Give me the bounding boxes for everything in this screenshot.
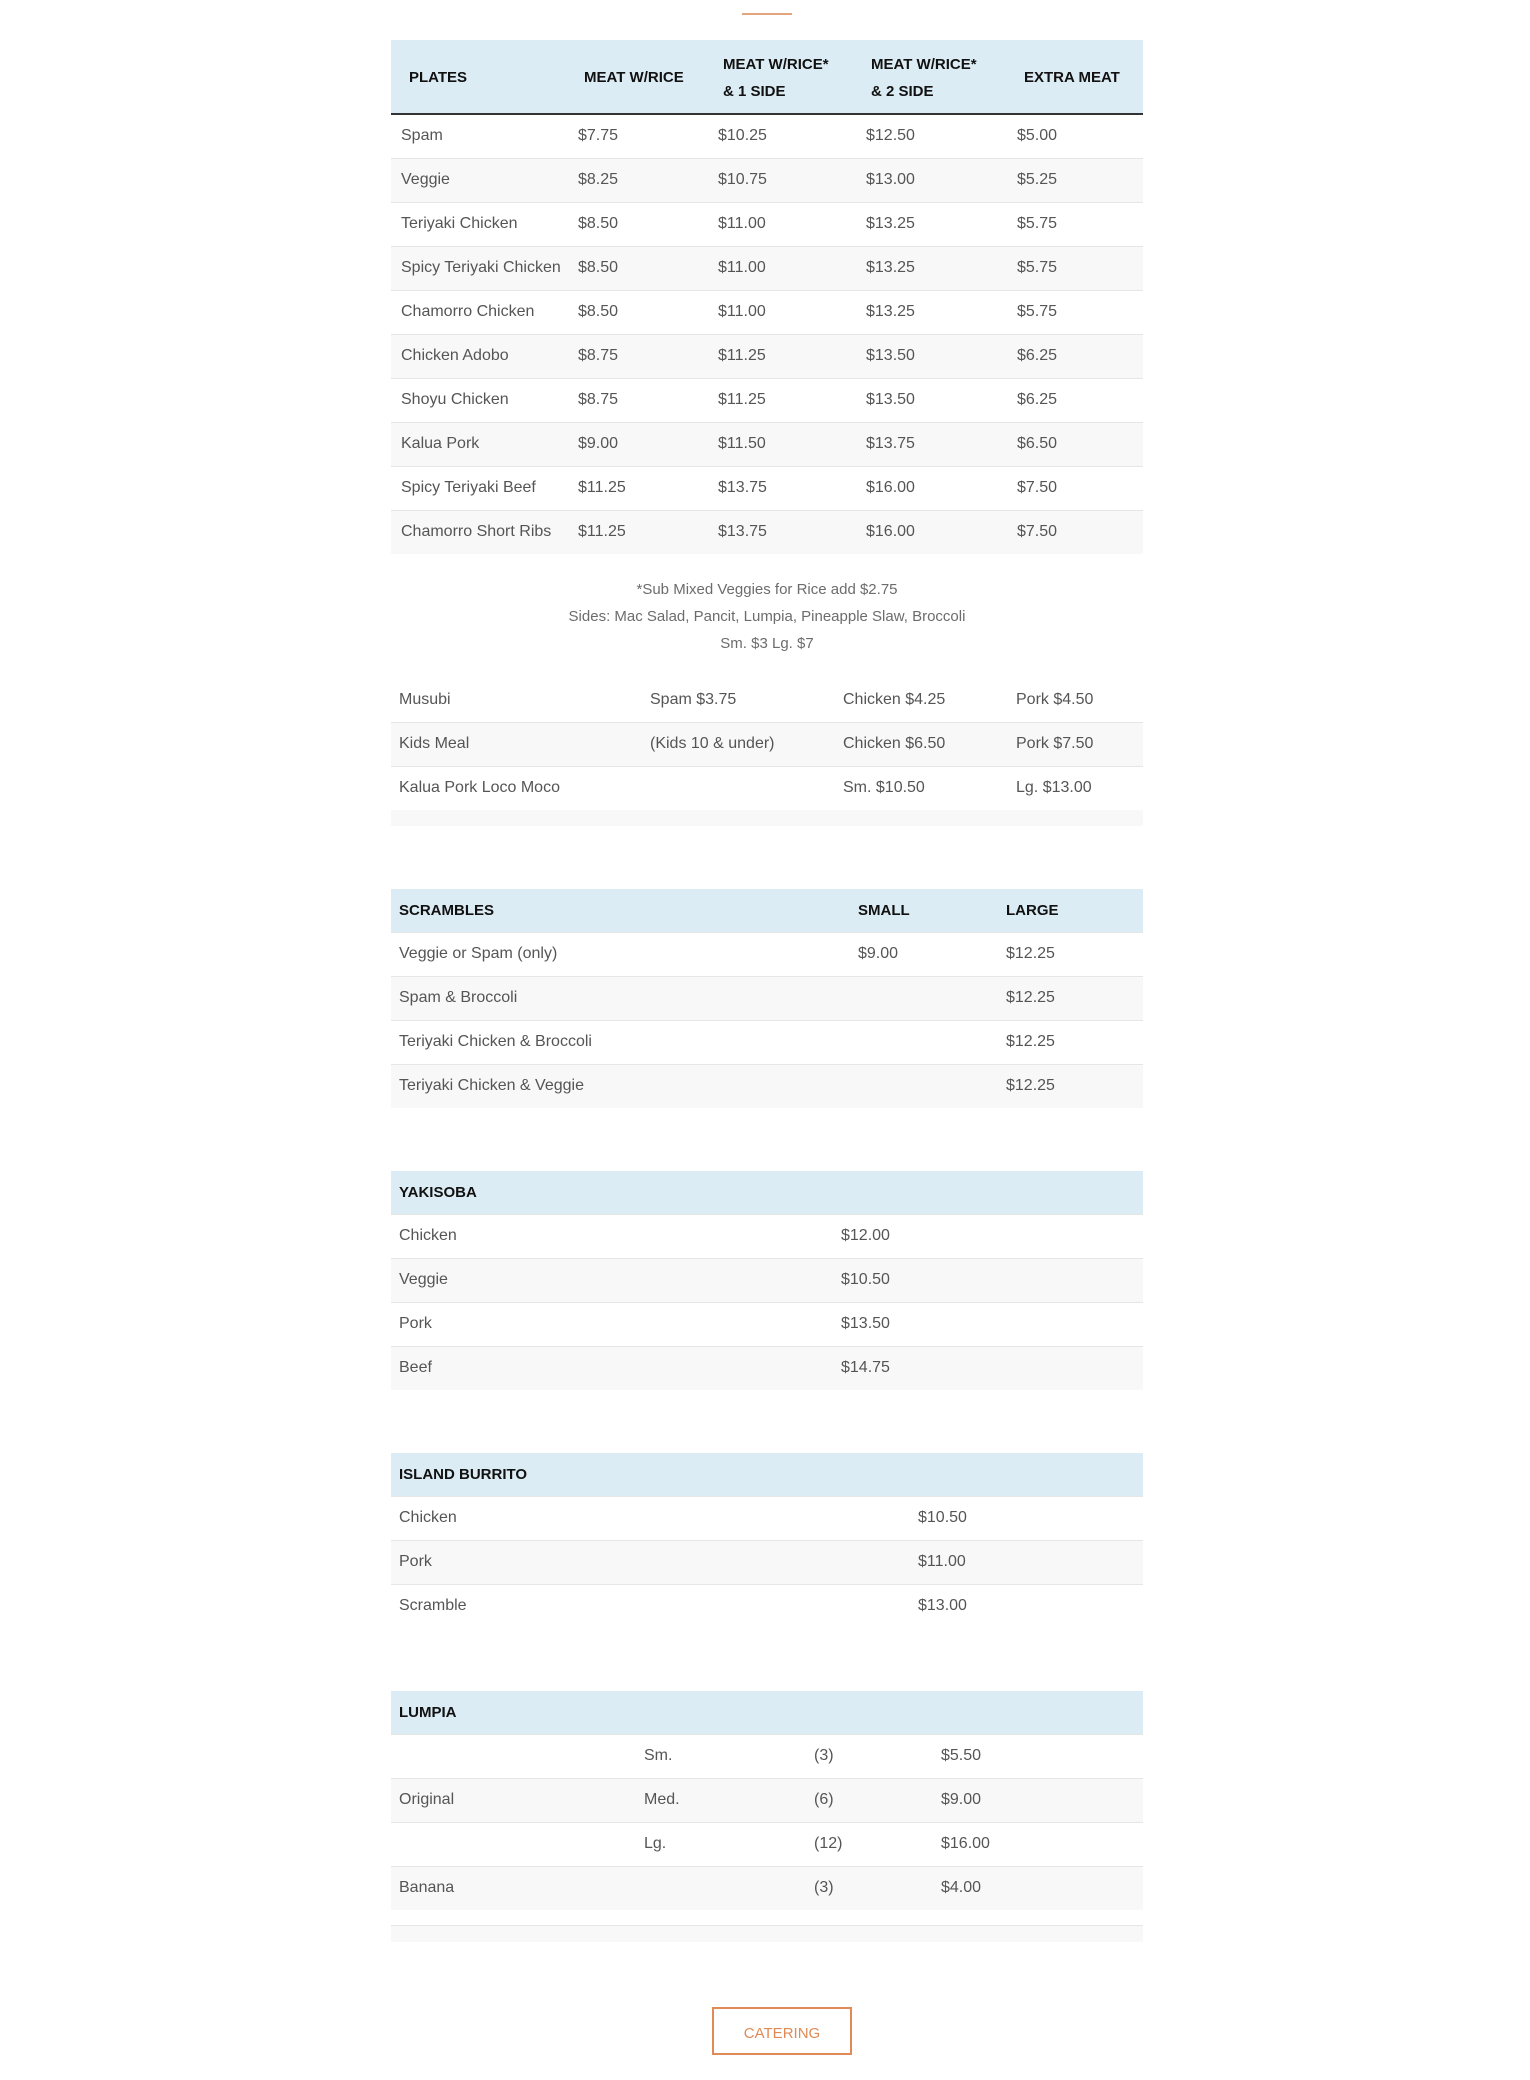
item-value: $11.00: [718, 215, 766, 232]
item-value: $5.75: [1017, 303, 1058, 320]
lumpia-table-section: [391, 1691, 1143, 1942]
item-value: $9.00: [858, 945, 899, 962]
item-value: $13.50: [862, 334, 1009, 378]
plates-row: [391, 466, 1143, 510]
note-line: Sm. $3 Lg. $7: [720, 635, 814, 652]
item-value: Sm.: [644, 1747, 673, 1764]
item-value: $13.75: [718, 479, 767, 496]
item-name: Kids Meal: [391, 722, 642, 766]
item-value: $13.50: [841, 1315, 890, 1332]
item-value: $6.25: [1009, 334, 1143, 378]
column-header: PLATES: [391, 40, 574, 114]
item-name: Chicken: [399, 1509, 457, 1526]
plates-row: [391, 114, 1143, 158]
lumpia-row: [391, 1866, 1143, 1910]
item-value: [850, 1064, 998, 1108]
item-name: Teriyaki Chicken & Veggie: [391, 1064, 850, 1108]
item-name: Scramble: [399, 1597, 467, 1615]
yakisoba-row: [391, 1214, 1143, 1258]
item-name: Pork: [391, 1540, 910, 1584]
item-name: Chicken: [399, 1227, 457, 1244]
scrambles-row: [391, 1020, 1143, 1064]
item-value: $12.50: [866, 127, 915, 145]
item-value: (12): [814, 1835, 843, 1852]
burrito-row: [391, 1540, 1143, 1584]
item-value: $10.50: [833, 1258, 1143, 1302]
burrito-table-section: [391, 1453, 1143, 1628]
column-header: LARGE: [998, 889, 1143, 932]
yakisoba-row: [391, 1346, 1143, 1390]
item-name: [391, 1822, 636, 1866]
item-value: $6.50: [1009, 422, 1143, 466]
table-footer: [391, 810, 1143, 826]
plates-row: [391, 158, 1143, 202]
item-value: Lg. $13.00: [1016, 779, 1092, 797]
scrambles-row: [391, 932, 1143, 976]
section-title: ISLAND BURRITO: [391, 1453, 1143, 1496]
item-value: Chicken $6.50: [835, 722, 1008, 766]
item-value: [636, 1866, 806, 1910]
item-value: $8.25: [574, 158, 714, 202]
scrambles-row: [391, 1064, 1143, 1108]
scrambles-row: [391, 976, 1143, 1020]
item-name: Veggie: [391, 158, 574, 202]
column-header: MEAT W/RICE* & 2 SIDE: [862, 40, 1009, 114]
scrambles-table-section: [391, 889, 1143, 1108]
extras-row: [391, 722, 1143, 766]
item-value: (Kids 10 & under): [642, 722, 835, 766]
plates-notes: [391, 576, 1143, 657]
plates-row: [391, 510, 1143, 554]
item-value: $10.75: [714, 158, 862, 202]
item-value: $12.25: [1006, 1033, 1055, 1050]
item-value: Pork $7.50: [1008, 722, 1143, 766]
extras-table: [391, 678, 1143, 810]
item-value: $8.50: [574, 246, 714, 290]
column-header: SCRAMBLES: [391, 889, 850, 932]
item-value: $6.25: [1017, 391, 1058, 408]
lumpia-row: [391, 1734, 1143, 1778]
item-value: Pork $4.50: [1016, 690, 1094, 708]
item-name: Teriyaki Chicken & Broccoli: [399, 1033, 592, 1050]
item-value: $11.25: [714, 334, 862, 378]
item-value: (6): [806, 1778, 933, 1822]
plates-table-section: [391, 40, 1143, 554]
item-name: Banana: [391, 1866, 636, 1910]
section-title: YAKISOBA: [391, 1171, 1143, 1214]
lumpia-row: [391, 1778, 1143, 1822]
item-value: $5.75: [1009, 246, 1143, 290]
scrambles-table: [391, 889, 1143, 1108]
item-name: Kalua Pork Loco Moco: [399, 779, 560, 797]
note-line: Sides: Mac Salad, Pancit, Lumpia, Pineapple Slaw, Broccoli: [568, 608, 966, 625]
item-name: Musubi: [399, 690, 451, 708]
plates-table: [391, 40, 1143, 554]
item-value: $13.25: [866, 215, 915, 232]
plates-row: [391, 290, 1143, 334]
decorative-divider: [742, 13, 792, 15]
item-value: [850, 976, 998, 1020]
item-value: $16.00: [941, 1835, 990, 1852]
item-value: [642, 766, 835, 810]
plates-row: [391, 378, 1143, 422]
item-value: $11.00: [910, 1540, 1143, 1584]
item-value: Lg.: [644, 1835, 667, 1852]
item-value: $11.50: [714, 422, 862, 466]
item-value: $11.25: [574, 510, 714, 554]
item-name: Teriyaki Chicken: [401, 215, 518, 232]
item-value: $9.00: [574, 422, 714, 466]
item-value: $10.25: [718, 127, 767, 145]
yakisoba-header-row: [391, 1171, 1143, 1214]
column-header: MEAT W/RICE* & 1 SIDE: [714, 40, 862, 114]
item-value: $5.50: [941, 1747, 982, 1764]
item-value: $5.25: [1009, 158, 1143, 202]
item-value: Spam $3.75: [650, 690, 737, 708]
item-value: [850, 1020, 998, 1064]
item-name: [391, 1734, 636, 1778]
item-value: $12.00: [841, 1227, 890, 1244]
plates-row: [391, 334, 1143, 378]
item-value: $13.75: [714, 510, 862, 554]
note-line: *Sub Mixed Veggies for Rice add $2.75: [636, 581, 898, 598]
yakisoba-row: [391, 1302, 1143, 1346]
burrito-row: [391, 1496, 1143, 1540]
item-value: $9.00: [933, 1778, 1143, 1822]
column-header: MEAT W/RICE: [574, 40, 714, 114]
item-value: $11.00: [718, 303, 766, 320]
catering-button[interactable]: CATERING: [712, 2007, 852, 2055]
item-value: $16.00: [862, 510, 1009, 554]
plates-row: [391, 202, 1143, 246]
item-value: $11.25: [578, 479, 626, 496]
plates-row: [391, 246, 1143, 290]
item-value: Chicken $4.25: [843, 690, 946, 708]
item-name: Veggie: [391, 1258, 833, 1302]
section-title: LUMPIA: [391, 1691, 1143, 1734]
column-header: EXTRA MEAT: [1009, 40, 1143, 114]
burrito-row: [391, 1584, 1143, 1628]
item-name: Shoyu Chicken: [401, 391, 509, 408]
item-value: $13.25: [862, 246, 1009, 290]
item-name: Chamorro Chicken: [401, 303, 535, 320]
plates-row: [391, 422, 1143, 466]
item-name: Spicy Teriyaki Beef: [401, 479, 536, 496]
table-footer: [391, 1925, 1143, 1942]
item-value: (3): [814, 1747, 834, 1764]
lumpia-table: [391, 1691, 1143, 1910]
item-value: $8.75: [574, 334, 714, 378]
extras-table-section: [391, 678, 1143, 826]
scrambles-header-row: [391, 889, 1143, 932]
item-name: Spam & Broccoli: [391, 976, 850, 1020]
extras-row: [391, 766, 1143, 810]
item-value: $12.25: [998, 976, 1143, 1020]
item-value: $7.75: [578, 127, 619, 145]
item-value: $16.00: [866, 479, 915, 496]
item-name: Spam: [401, 127, 443, 145]
item-value: $13.00: [862, 158, 1009, 202]
plates-header-row: [391, 40, 1143, 114]
column-header: SMALL: [850, 889, 998, 932]
item-value: (3): [806, 1866, 933, 1910]
item-value: Sm. $10.50: [843, 779, 925, 797]
yakisoba-table: [391, 1171, 1143, 1390]
item-name: Spicy Teriyaki Chicken: [391, 246, 574, 290]
item-value: $12.25: [1006, 945, 1055, 962]
item-value: $7.50: [1009, 510, 1143, 554]
item-value: $13.75: [862, 422, 1009, 466]
burrito-table: [391, 1453, 1143, 1628]
yakisoba-table-section: [391, 1171, 1143, 1390]
burrito-header-row: [391, 1453, 1143, 1496]
item-value: $11.25: [718, 391, 766, 408]
extras-row: [391, 678, 1143, 722]
item-value: $14.75: [833, 1346, 1143, 1390]
item-value: $5.75: [1017, 215, 1058, 232]
item-name: Chicken Adobo: [391, 334, 574, 378]
item-name: Pork: [399, 1315, 432, 1332]
lumpia-row: [391, 1822, 1143, 1866]
item-value: $11.00: [714, 246, 862, 290]
item-value: $13.50: [866, 391, 915, 408]
item-value: $8.50: [578, 303, 619, 320]
item-value: Med.: [636, 1778, 806, 1822]
item-value: $13.00: [918, 1597, 967, 1615]
item-name: Kalua Pork: [391, 422, 574, 466]
lumpia-header-row: [391, 1691, 1143, 1734]
item-value: $8.50: [578, 215, 619, 232]
item-name: Beef: [391, 1346, 833, 1390]
item-name: Original: [391, 1778, 636, 1822]
item-value: $8.75: [578, 391, 619, 408]
item-name: Veggie or Spam (only): [399, 945, 558, 962]
item-value: $5.00: [1017, 127, 1058, 145]
item-value: $4.00: [933, 1866, 1143, 1910]
item-value: $10.50: [918, 1509, 967, 1526]
item-value: $13.25: [866, 303, 915, 320]
yakisoba-row: [391, 1258, 1143, 1302]
item-value: $7.50: [1017, 479, 1058, 496]
item-value: $12.25: [998, 1064, 1143, 1108]
item-name: Chamorro Short Ribs: [391, 510, 574, 554]
